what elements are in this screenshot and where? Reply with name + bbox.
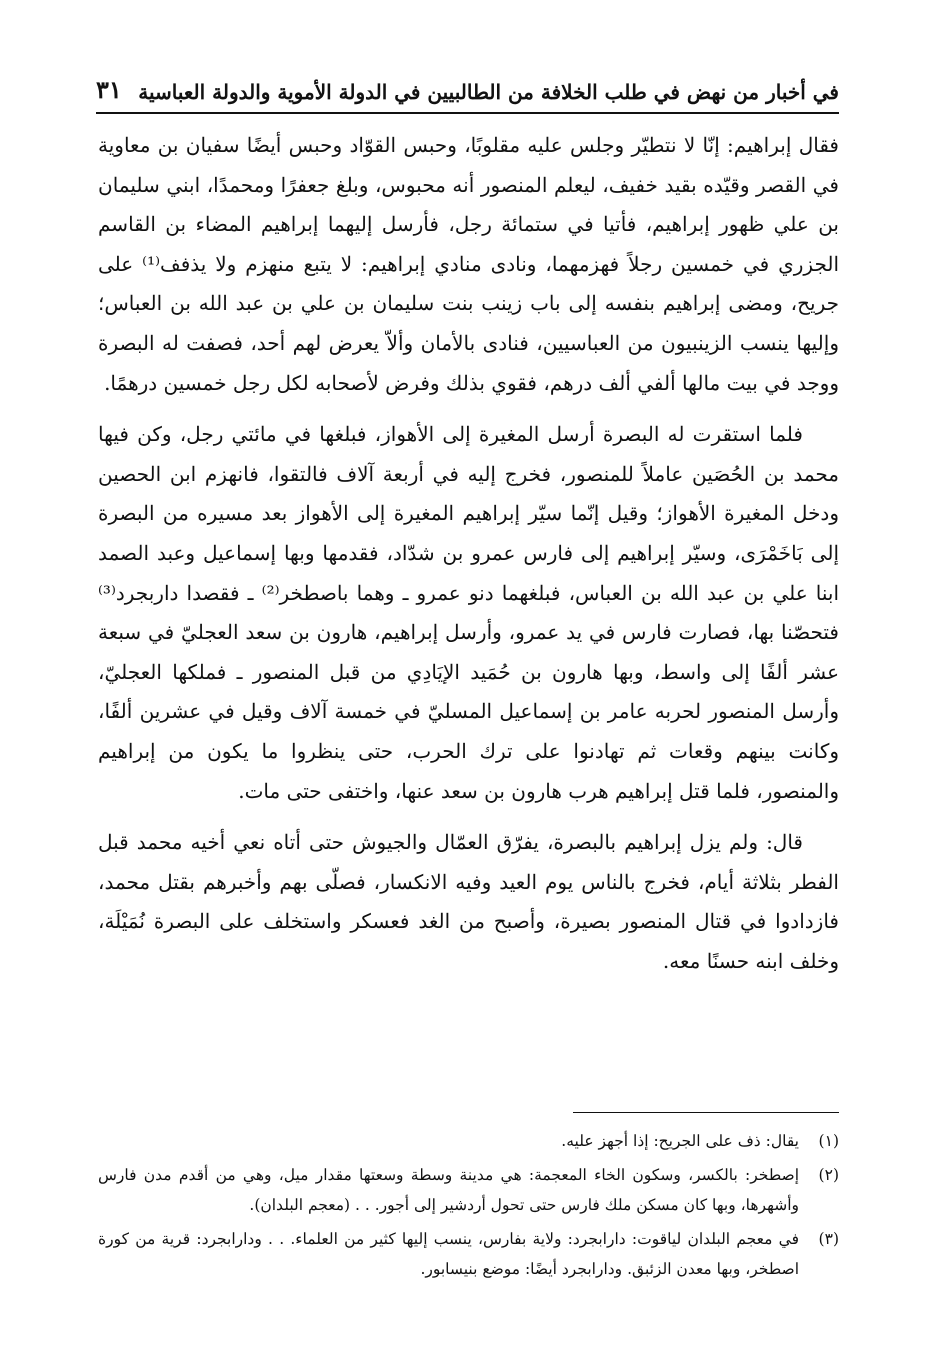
footnote-number: (٢) bbox=[818, 1166, 839, 1184]
footnote-number: (٣) bbox=[818, 1230, 839, 1248]
footnotes bbox=[98, 1126, 839, 1288]
page-header bbox=[96, 68, 839, 104]
paragraph: قال: ولم يزل إبراهيم بالبصرة، يفرّق العمّال والجيوش حتى أتاه نعي أخيه محمد قبل الفطر بثلاثة أيام، فخرج بالناس يوم العيد وفيه الانكسار، فصلّى بهم وأخبرهم بقتل محمد، فازدادوا في قتال المنصور بصيرة، وأصبح من الغد فعسكر واستخلف على البصرة نُمَيْلَة، وخلف ابنه حسنًا معه. bbox=[98, 830, 839, 973]
footnote-number: (١) bbox=[818, 1132, 839, 1150]
paragraph: فقال إبراهيم: إنّا لا نتطيّر وجلس عليه مقلوبًا، وحبس القوّاد وحبس أيضًا سفيان بن معاوية في القصر وقيّده بقيد خفيف، ليعلم المنصور أنه محبوس، وبلغ جعفرًا ومحمدًا، ابني سليمان بن علي ظهور إبراهيم، فأتيا في ستمائة رجل، فأرسل إليهما إبراهيم المضاء بن القاسم الجزري في خمسين رجلاً فهزمهما، ونادى منادي إبراهيم: لا يتبع منهزم ولا يذفف⁽¹⁾ على جريح، ومضى إبراهيم بنفسه إلى باب زينب بنت سليمان بن علي بن عبد الله بن العباس؛ وإليها ينسب الزينبيون من العباسيين، فنادى بالأمان وألاّ يعرض لهم أحد، فصفت له البصرة ووجد في بيت مالها ألفي ألف درهم، فقوي بذلك وفرض لأصحابه لكل رجل خمسين درهمًا. bbox=[98, 133, 839, 395]
paragraph: فلما استقرت له البصرة أرسل المغيرة إلى الأهواز، فبلغها في مائتي رجل، وكن فيها محمد بن الحُصَين عاملاً للمنصور، فخرج إليه في أربعة آلاف فالتقوا، فانهزم ابن الحصين ودخل المغيرة الأهواز؛ وقيل إنّما سيّر إبراهيم المغيرة إلى الأهواز بعد مسيره من البصرة إلى بَاخَمْرَى، وسيّر إبراهيم إلى فارس عمرو بن شدّاد، فقدمها وبها إسماعيل وعبد الصمد ابنا علي بن عبد الله بن العباس، فبلغهما دنو عمرو ـ وهما باصطخر⁽²⁾ ـ فقصدا داربجرد⁽³⁾ فتحصّنا بها، فصارت فارس في يد عمرو، وأرسل إبراهيم، هارون بن سعد العجليّ في سبعة عشر ألفًا إلى واسط، وبها هارون بن حُمَيد الإيَادِي من قبل المنصور ـ فملكها العجليّ، وأرسل المنصور لحربه عامر بن إسماعيل المسليّ في خمسة آلاف وقيل في عشرين ألفًا، وكانت بينهم وقعات ثم تهادنوا على ترك الحرب، حتى ينظروا ما يكون من إبراهيم والمنصور، فلما قتل إبراهيم هرب هارون بن سعد عنها، واختفى حتى مات. bbox=[98, 422, 839, 803]
footnote bbox=[98, 1224, 839, 1284]
footnote-text: يقال: ذف على الجريح: إذا أجهز عليه. bbox=[561, 1132, 799, 1150]
running-title: في أخبار من نهض في طلب الخلافة من الطالبيين في الدولة الأموية والدولة العباسية bbox=[138, 80, 839, 104]
page-number: ٣١ bbox=[96, 75, 122, 104]
footnote bbox=[98, 1126, 839, 1156]
footnote-separator bbox=[573, 1112, 839, 1113]
main-text bbox=[98, 126, 839, 981]
header-rule bbox=[96, 112, 839, 114]
footnote-text: في معجم البلدان لياقوت: دارابجرد: ولاية بفارس، ينسب إليها كثير من العلماء. . . ودارابجرد: قرية من كورة اصطخر، وبها معدن الزئبق. ودارابجرد أيضًا: موضع بنيسابور. bbox=[98, 1230, 799, 1278]
footnote-text: إصطخر: بالكسر، وسكون الخاء المعجمة: هي مدينة وسطة وسعتها مقدار ميل، وهي من أقدم مدن فارس وأشهرها، وبها كان مسكن ملك فارس حتى تحول أردشير إلى أجور. . . (معجم البلدان). bbox=[98, 1166, 799, 1214]
footnote bbox=[98, 1160, 839, 1220]
